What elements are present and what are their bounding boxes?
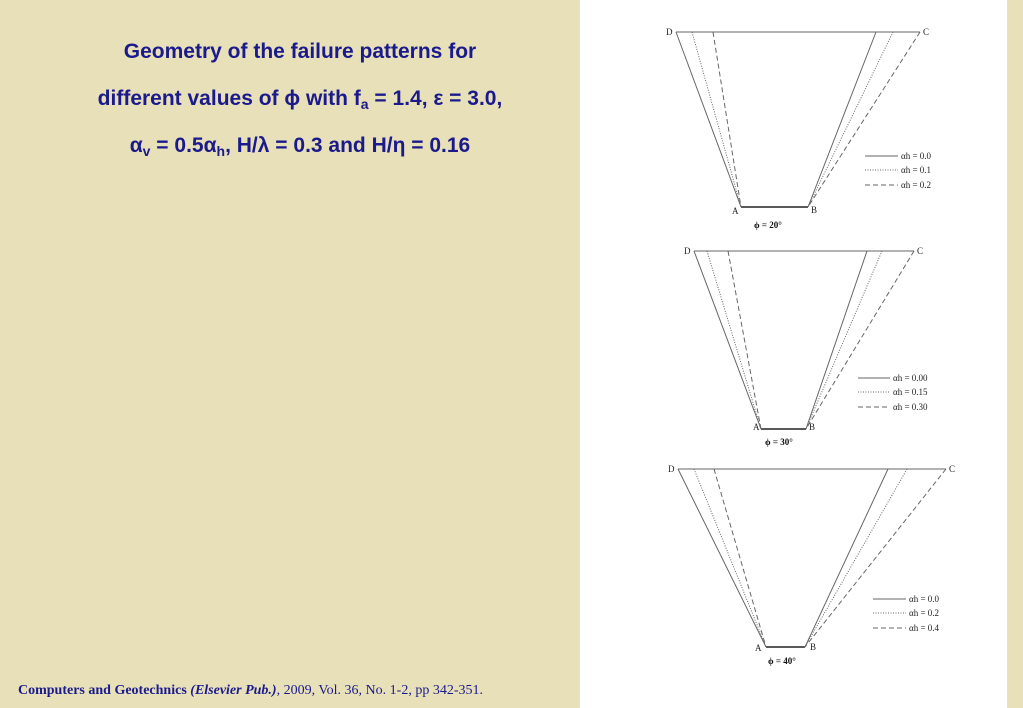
citation-details: , 2009, Vol. 36, No. 1-2, pp 342-351. [276, 683, 483, 698]
legend-item: αh = 0.4 [909, 623, 940, 633]
legend [873, 594, 940, 633]
left-solid [676, 32, 741, 207]
legend-item: αh = 0.0 [909, 594, 940, 604]
slide-title [20, 28, 580, 169]
diagram-phi-30 [684, 246, 928, 447]
phi-label: ϕ = 40° [768, 656, 796, 666]
point-a-label: A [755, 643, 762, 653]
point-d-label: D [666, 27, 673, 37]
title-line-2: different values of ϕ with $f_a = 1.4$, ε = 3.0, [97, 87, 503, 112]
legend-item: αh = 0.2 [909, 608, 940, 618]
point-c-label: C [923, 27, 930, 37]
legend-item: αh = 0.0 [901, 151, 932, 161]
right-solid [806, 251, 867, 429]
legend [858, 373, 928, 412]
failure-pattern-diagrams [580, 0, 1007, 708]
left-dotted [707, 251, 761, 429]
legend-item: αh = 0.00 [893, 373, 928, 383]
point-c-label: C [949, 464, 956, 474]
title-line-3: $\alpha_v = 0.5\alpha_h$, H/λ = 0.3 and H/η = 0.16 [129, 134, 471, 159]
right-dotted [806, 251, 882, 429]
legend-item: αh = 0.2 [901, 180, 932, 190]
point-b-label: B [811, 205, 818, 215]
legend-item: αh = 0.1 [901, 165, 932, 175]
diagram-phi-40 [668, 464, 955, 666]
left-solid [694, 251, 761, 429]
publisher: (Elsevier Pub.) [190, 683, 277, 698]
legend-item: αh = 0.30 [893, 402, 928, 412]
point-a-label: A [732, 206, 739, 216]
point-b-label: B [810, 642, 817, 652]
right-dotted [805, 469, 907, 647]
title-line-1: Geometry of the failure patterns for [123, 40, 477, 63]
journal-name: Computers and Geotechnics [18, 683, 187, 698]
left-dotted [694, 469, 766, 647]
phi-label: ϕ = 20° [754, 220, 782, 230]
left-dotted [692, 32, 741, 207]
legend [865, 151, 932, 190]
citation [18, 683, 483, 699]
figure-panel [580, 0, 1007, 708]
point-d-label: D [684, 246, 691, 256]
diagram-phi-20 [666, 27, 932, 230]
phi-label: ϕ = 30° [765, 437, 793, 447]
left-dashed [713, 32, 741, 207]
legend-item: αh = 0.15 [893, 387, 928, 397]
point-d-label: D [668, 464, 675, 474]
right-solid [808, 32, 876, 207]
point-a-label: A [753, 422, 760, 432]
right-dotted [808, 32, 893, 207]
point-c-label: C [917, 246, 924, 256]
point-b-label: B [809, 422, 816, 432]
left-dashed [728, 251, 761, 429]
